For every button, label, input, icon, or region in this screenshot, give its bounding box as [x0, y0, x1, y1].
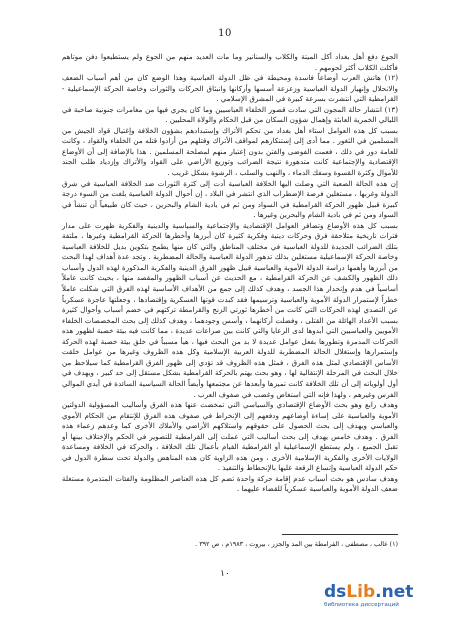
- footnote: (١) غالب ، مصطفى ، القرامطة بين المد والجزر ، بيروت ، ١٩٨٣م ، ص ٣٩٢ .: [195, 540, 398, 548]
- body-text: [62, 52, 398, 495]
- footnote-divider: [282, 534, 398, 535]
- paragraph: (١٢) هاتش العرب أوضاعاً فاسدة ومحيطة في ظل الدولة العباسية وهذا الوضع كان من أهم أسباب الضعف والانحلال وإنهيار الدولة العباسية وزعزعة أسسها وأركانها وانبثاق الحركات والثورات وخاصة الحركة الإسماعيلية - القرامطية التي انتشرت بسرعة كبيرة في المشرق الإسلامي .: [62, 73, 398, 104]
- paragraph: الجوع دفع أهل بغداد أكل الميتة والكلاب والسنانير وما مات العديد منهم من الجوع ولم يستطيعوا دفن موتاهم فأكلت الكلاب أكثر لحومهم .: [62, 52, 398, 72]
- watermark-logo: [324, 583, 442, 613]
- page-number-bottom: ١٠: [220, 569, 230, 579]
- paragraph: بسبب كل هذه الأوضاع وتضافر العوامل الإقتصادية والإجتماعية والسياسية والدينية والفكرية ظهرت على مدار فترات تاريخية متلاحقة فرق وحركات دينية وفكرية كثيرة كان أبرزها وأخطرها الحركة القرامطية وغيرها ، ملتفة بتلك الضرائب الجديدة للدولة العباسية في مختلف المناطق والتي كان منها يطمح بتكوين بديل للخلافة العباسية وخاصة الحركة الإسماعيلية مستغلين بذلك تدهور الدولة العباسية والحالة المضطربة . وتجد عدة أهداف لهذا البحث من أبرزها وأهمها دراسة الدولة الأموية والعباسية قبيل ظهور الفرق الدينية والفكرية المذكورة لهذه الدول وأسباب ذلك الظهور والكشف عن الحركة القرامطية ، مع الحديث عن أسباب الظهور والمقصد منها ، بحيث كانت عاملاً أساسياً في هدم وإنحدار هذا الجسد ، وهدف كذلك إلى جمع من الأهداف الأساسية لهذه الفرق التي شكلت عاملاً خطراً لإستمرار الدولة الأموية والعباسية وترسيمها فقد كبدت قوتها العسكرية وإقتصادها ، وجعلتها عاجزة عسكرياً عن التصدي لهذه الحركات التي كانت من أخطرها ثورتي الزنج والقرامطة تركتهم في خضم أسباب وأحوال كثيرة بسبب الأعداد الهائلة من القتلى ، وفضلت أركانهما ، وأسس وجودهما ، وهدف كذلك إلى بحث المخصصات الخلفاء الأمويين والعباسيين التي أبدوها لدى الرعايا والتي كانت بين صراعات عديدة ، مما كانت فيه بيئة خصبة لظهور هذه الحركات المدمرة وتطورها بفعل عوامل عديدة لا بد من البحث فيها ، هيأ مسبباً في خلق بيئة خصبة لهذه الحركة وإستمرارها وإستغلال الحالة المضطربة للدولة العربية الإسلامية وكل هذه الظروف وغيرها من عوامل خلقت الأساس الإقتصادي لمثل هذه الفرق ، فمثل هذه الظروف قد تؤدي إلى ظهور الفرق القرامطية كما سيلاحظ من خلال البحث في المرحلة الإنتقالية لها ، وهو بحث يهتم بالحركة القرامطية بشكل مستقل إلى حد كبير ، ويهدف في أول أولوياته إلى أن تلك الخلافة كانت تميزها وأبعدها عن مجتمعها وأيضاً الحالة السياسية السائدة في أيدي الموالي الفرس وغيرهم ، ولهذا فإنه التي استغاض وغضب في صفوف العرب .: [62, 220, 398, 399]
- page-number-top: 10: [218, 28, 232, 39]
- paragraph: بسبب كل هذه العوامل استاء أهل بغداد من تحكم الأتراك وإستبدادهم بشؤون الخلافة وإغتيال قواد الجيش من المسلمين في الثغور . مما أدى إلى إستنكارهم لمواقف الأتراك وقتلهم من أرادوا قتله من الخلفاء والقواد ، وكانت للعامة دور في ذلك ، فعمت الفوضى والفتن بدون إعتبار منهم لمصلحة المسلمين . هذا بالإضافة إلى أن الأوضاع الإقتصادية والإجتماعية كانت متدهورة نتيجة الضرائب وتوزيع الأراضي على القواد والأتراك وإزدياد طلب الجند للأموال وكثرة القسوة وسفك الدماء ، والنهب والسلب ، الرشوة بشكل غريب .: [62, 125, 398, 178]
- paragraph: وهدف سادس هو بحث أسباب عدم إقامة حركة واحدة تضم كل هذه العناصر المظلومة والفئات المتذمرة مستغلة ضعف الدولة الأموية والعباسية عسكرياً للقضاء عليهما .: [62, 473, 398, 494]
- paragraph: (١٣) انتشار حالة المجون التي سادت قصور الخلفاء العباسيين وما كان يجري فيها من مغامرات جنونية صاخبة في الليالي الخمرية العابثة وإهمال شؤون السكان من قبل الحكام والولاة المحليين .: [62, 104, 398, 125]
- paragraph: وهدف رابع وهو بحث الأوضاع الإقتصادي والسياسي التي تمخضت عنها هذه الفرق وأساليب المسؤولية الدولتين الأموية والعباسية على إساءة أوضاعهم ودفعهم إلى الإنخراط في صفوف هذه الفرق للإنتقام من الحكام الأموي والعباسي ويهدف إلى بحث الحصول على حقوقهم واستلاكهم الأراضي والأملاك الأخرى كما وعدهم زعماء هذه الفرق . وهدف خامس يهدف إلى بحث أساليب التي عملت إلى القرامطية للتصوير في الحكم والإختلاف بينها أو تقبل الجميع ، ولم يستطع الإسماعيلية أو القرامطية القيام بأعمال تلك الخلافة ، والحركة في الخلافة ومساعدة الولايات الأخرى والفكرية الإسلامية الأخرى ، ومن هذه الزاوية كان هذه المناهض والدولة تحت سطرة الدول في حكم الدولة العباسية وإتساع الرقعة عليها بالإنحطاط والتنفيذ .: [62, 400, 398, 473]
- paragraph: إن هذه الحالة الصعبة التي وصلت اليها الخلافة العباسية أدت إلى كثرة الثورات ضد الخلافة العباسية في شرق الدولة وغربها ، مستغلين فرصة الإضطراب الذي انتشر في البلاد ، إن أحوال الدولة العباسية بلغت من السوء درجة كبيرة قبيل ظهور الحركة القرامطية في السواد ومن ثم في بادية الشام والبحرين ، حيث كان طبيعياً أن تنشأ في السواد ومن ثم في بادية الشام والبحرين وغيرها .: [62, 178, 398, 220]
- watermark-subtitle: библиотека диссертаций: [324, 602, 399, 608]
- watermark-logo-text: dsLib.net: [324, 582, 414, 602]
